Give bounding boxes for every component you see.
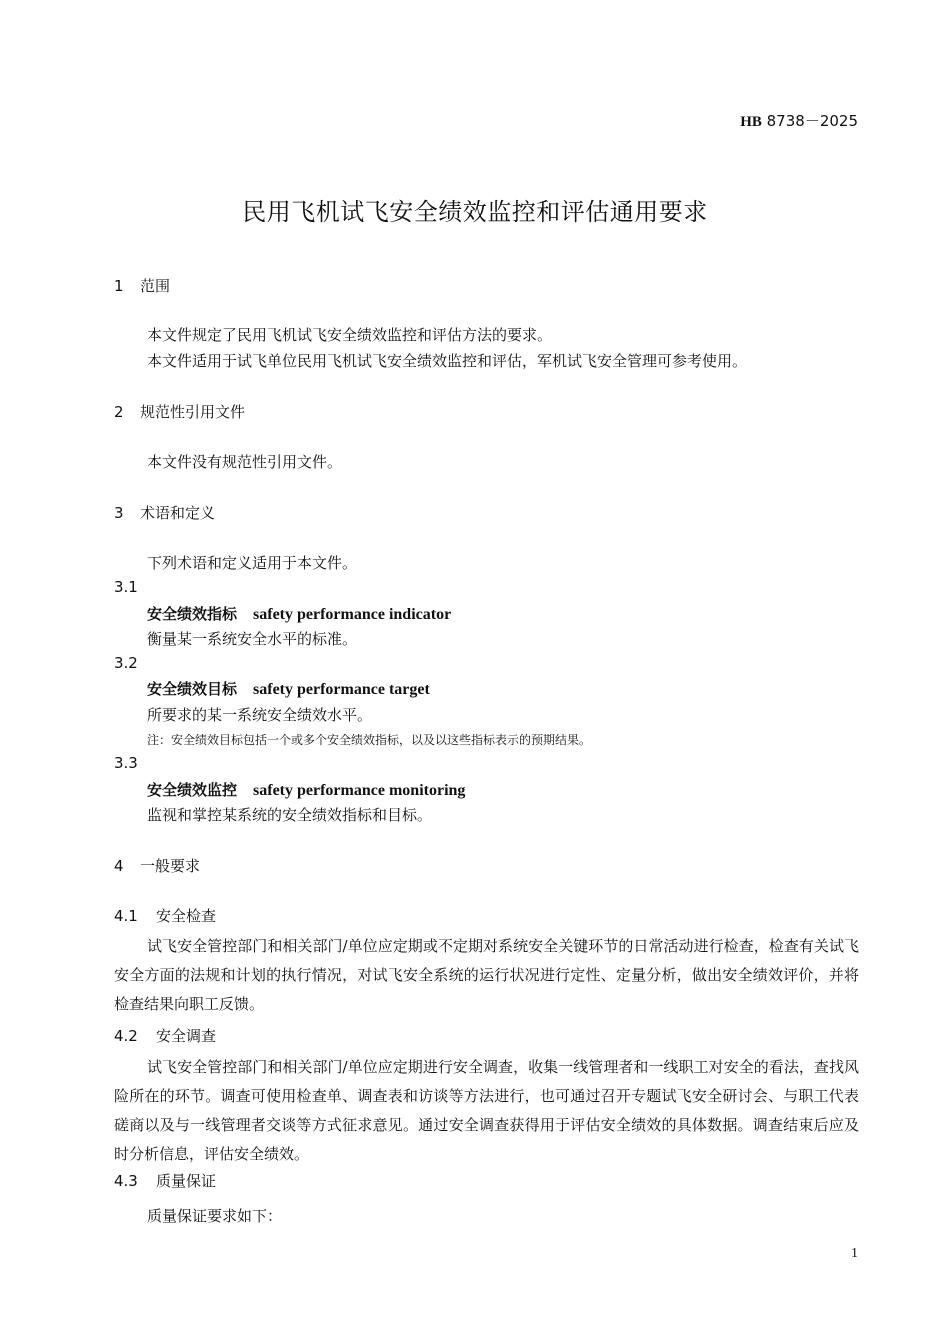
section-3-intro: 下列术语和定义适用于本文件。 [147,554,358,572]
section-4-1-heading: 4.1 安全检查 [114,907,217,925]
section-4-3-heading: 4.3 质量保证 [114,1172,217,1190]
term-3-2-note: 注：安全绩效目标包括一个或多个安全绩效指标，以及以这些指标表示的预期结果。 [147,733,592,747]
section-4-heading: 4 一般要求 [114,857,201,875]
section-3-heading: 3 术语和定义 [114,504,216,522]
term-3-2-definition: 所要求的某一系统安全绩效水平。 [147,706,373,724]
section-2-paragraph: 本文件没有规范性引用文件。 [147,453,343,471]
section-1-paragraph-1: 本文件规定了民用飞机试飞安全绩效监控和评估方法的要求。 [147,326,553,344]
term-3-3-number: 3.3 [114,754,138,772]
section-4-2-paragraph: 试飞安全管控部门和相关部门/单位应定期进行安全调查，收集一线管理者和一线职工对安全的看法，查找风险所在的环节。调查可使用检查单、调查表和访谈等方法进行，也可通过召开专题试飞安全研讨会、与职工代表磋商以及与一线管理者交谈等方式征求意见。通过安全调查获得用于评估安全绩效的具体数据。调查结束后应及时分析信息，评估安全绩效。 [114,1058,859,1163]
term-3-1-definition: 衡量某一系统安全水平的标准。 [147,630,358,648]
term-3-2: 安全绩效目标 safety performance target [147,680,430,698]
page-number: 1 [851,1246,858,1261]
section-4-3-paragraph: 质量保证要求如下： [147,1207,283,1225]
standard-prefix: HB [740,114,762,130]
section-4-2-heading: 4.2 安全调查 [114,1027,217,1045]
term-3-3: 安全绩效监控 safety performance monitoring [147,781,466,799]
term-3-1-number: 3.1 [114,578,138,596]
section-1-heading: 1 范围 [114,277,171,295]
standard-number: 8738－2025 [761,112,858,130]
term-3-3-definition: 监视和掌控某系统的安全绩效指标和目标。 [147,806,433,824]
section-1-paragraph-2: 本文件适用于试飞单位民用飞机试飞安全绩效监控和评估，军机试飞安全管理可参考使用。 [147,352,748,370]
document-title: 民用飞机试飞安全绩效监控和评估通用要求 [242,198,708,226]
standard-code [740,110,858,131]
term-3-2-number: 3.2 [114,654,138,672]
section-4-1-paragraph: 试飞安全管控部门和相关部门/单位应定期或不定期对系统安全关键环节的日常活动进行检查，检查有关试飞安全方面的法规和计划的执行情况，对试飞安全系统的运行状况进行定性、定量分析，做出安全绩效评价，并将检查结果向职工反馈。 [114,937,859,1013]
section-2-heading: 2 规范性引用文件 [114,403,246,421]
term-3-1: 安全绩效指标 safety performance indicator [147,605,452,623]
